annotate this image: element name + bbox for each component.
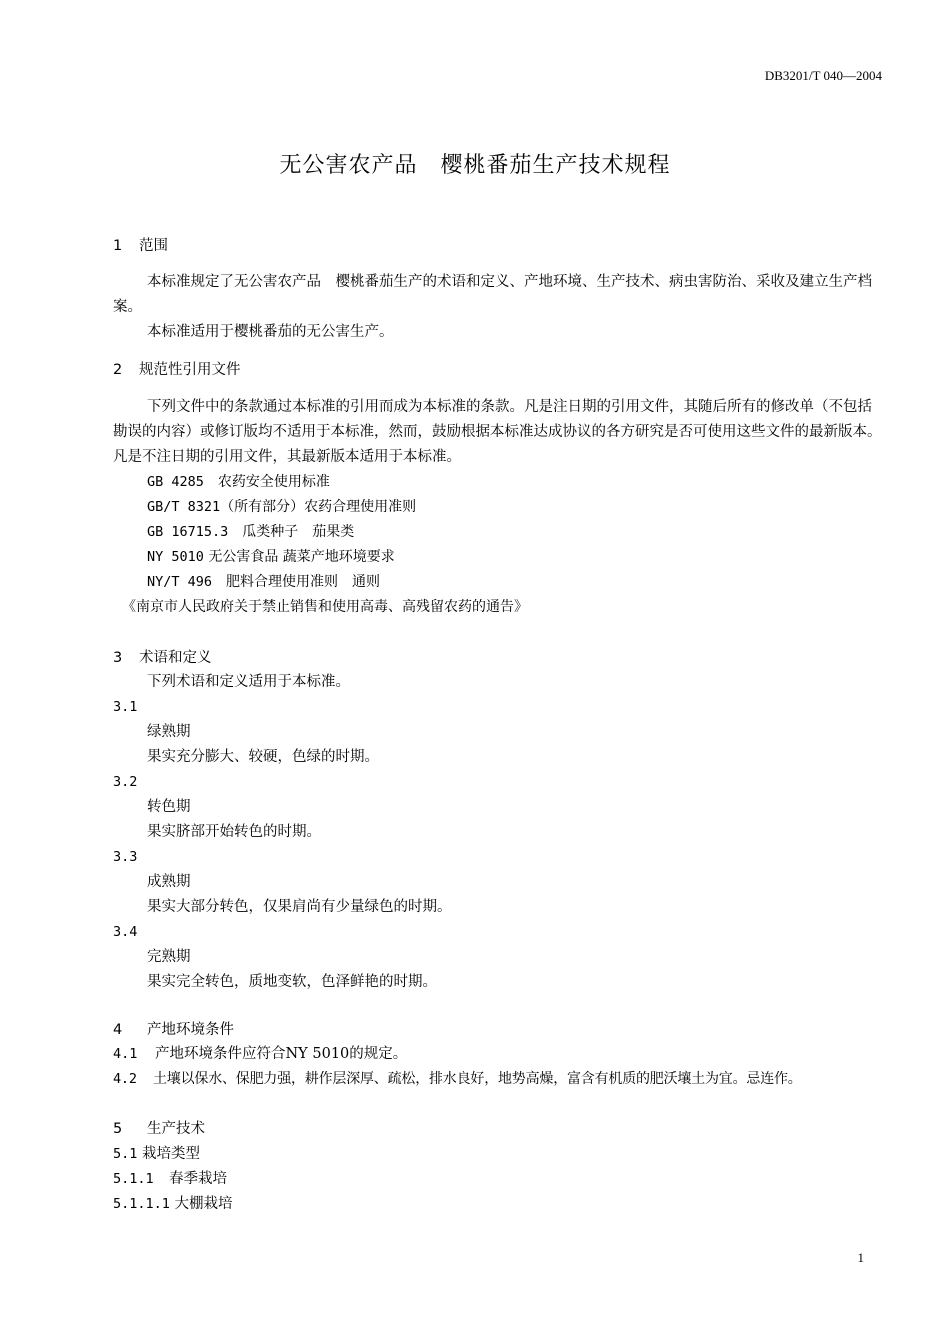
section-1-para-1: 本标准规定了无公害农产品 樱桃番茄生产的术语和定义、产地环境、生产技术、病虫害防治、采收及建立生产档案。 [113, 274, 872, 315]
page-number: 1 [857, 1250, 864, 1265]
reference-item: GB 16715.3 瓜类种子 茄果类 [147, 524, 355, 540]
term-definition: 果实大部分转色，仅果肩尚有少量绿色的时期。 [147, 899, 452, 915]
reference-notice: 《南京市人民政府关于禁止销售和使用高毒、高残留农药的通告》 [122, 599, 528, 615]
reference-item: GB/T 8321（所有部分）农药合理使用准则 [147, 499, 417, 515]
section-1-para-2: 本标准适用于樱桃番茄的无公害生产。 [147, 324, 394, 340]
section-4-item-1: 4.1 产地环境条件应符合NY 5010的规定。 [113, 1046, 408, 1062]
section-5-heading: 5 生产技术 [113, 1121, 205, 1137]
term-number: 3.1 [113, 699, 138, 715]
section-1-heading: 1 范围 [113, 238, 168, 254]
term-name: 成熟期 [147, 874, 191, 890]
term-number: 3.3 [113, 849, 138, 865]
section-4-heading: 4 产地环境条件 [113, 1022, 234, 1038]
term-name: 完熟期 [147, 949, 191, 965]
term-definition: 果实完全转色，质地变软，色泽鲜艳的时期。 [147, 974, 437, 990]
subsection-5-1-1: 5.1.1 春季栽培 [113, 1171, 227, 1187]
term-definition: 果实脐部开始转色的时期。 [147, 824, 321, 840]
doc-title: 无公害农产品 樱桃番茄生产技术规程 [279, 153, 671, 178]
doc-code: DB3201/T 040—2004 [764, 68, 882, 83]
section-2-heading: 2 规范性引用文件 [113, 362, 241, 378]
reference-item: NY/T 496 肥料合理使用准则 通则 [147, 574, 381, 590]
section-4-item-2: 4.2 土壤以保水、保肥力强，耕作层深厚、疏松，排水良好，地势高燥，富含有机质的肥沃壤土为宜。忌连作。 [113, 1071, 802, 1087]
term-number: 3.4 [113, 924, 138, 940]
term-name: 绿熟期 [147, 724, 191, 740]
term-number: 3.2 [113, 774, 138, 790]
reference-item: NY 5010 无公害食品 蔬菜产地环境要求 [147, 549, 395, 565]
subsection-5-1: 5.1 栽培类型 [113, 1146, 200, 1162]
section-2-para-1: 下列文件中的条款通过本标准的引用而成为本标准的条款。凡是注日期的引用文件，其随后所有的修改单（不包括勘误的内容）或修订版均不适用于本标准，然而，鼓励根据本标准达成协议的各方研究是否可使用这些文件的最新版本。凡是不注日期的引用文件，其最新版本适用于本标准。 [113, 399, 882, 465]
term-definition: 果实充分膨大、较硬，色绿的时期。 [147, 749, 379, 765]
section-3-heading: 3 术语和定义 [113, 650, 212, 666]
term-name: 转色期 [147, 799, 191, 815]
reference-item: GB 4285 农药安全使用标准 [147, 474, 330, 490]
subsection-5-1-1-1: 5.1.1.1 大棚栽培 [113, 1196, 233, 1212]
section-3-intro: 下列术语和定义适用于本标准。 [147, 674, 350, 690]
